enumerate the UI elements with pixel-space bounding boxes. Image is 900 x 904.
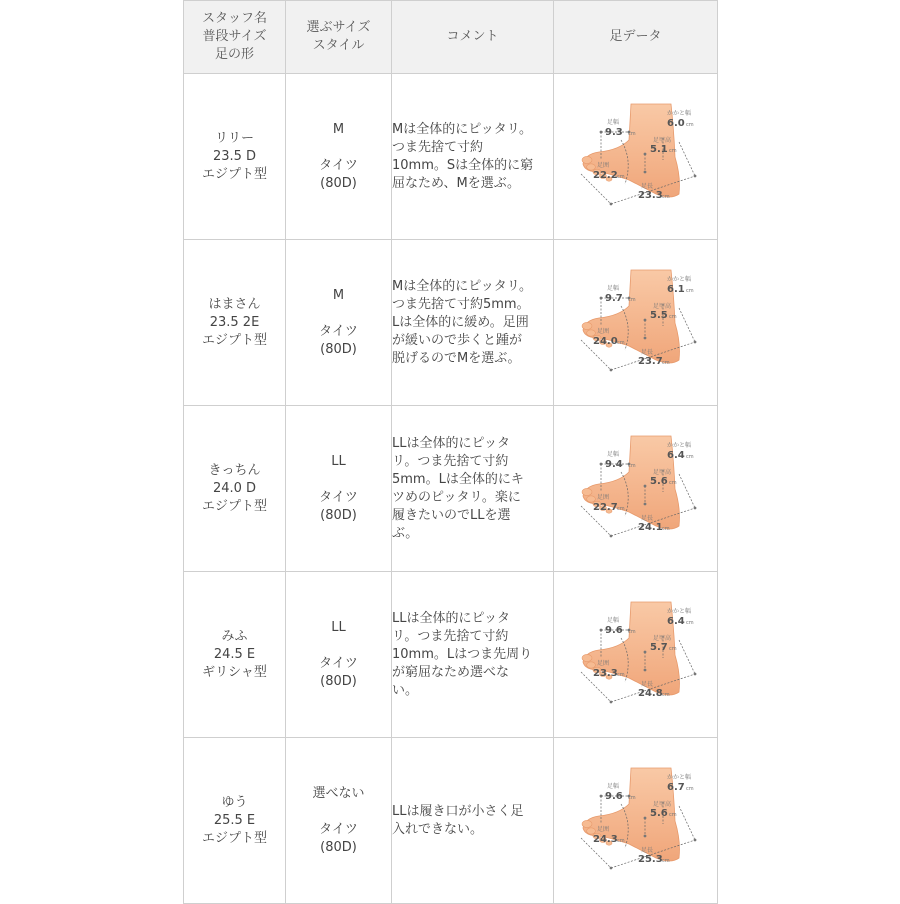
instep-value: 5.6 [649,475,668,487]
foot-width-unit: cm [627,628,636,635]
instep-unit: cm [668,479,677,486]
foot-data-cell [554,406,718,572]
instep-unit: cm [668,313,677,320]
instep-unit: cm [668,147,677,154]
instep-unit: cm [668,811,677,818]
comment-line: LLは全体的にピッタ [392,435,510,451]
style-denier: (80D) [320,673,357,689]
foot-diagram [571,600,701,710]
comment-line: ぶ。 [392,525,419,541]
style-denier: (80D) [320,341,357,357]
comment-line: が窮屈なため選べな [392,664,510,680]
size-cell [286,572,392,738]
toe-icon [582,322,592,329]
foot-width-unit: cm [627,794,636,801]
usual-size: 24.5 E [213,646,256,662]
staff-name: リリー [214,130,254,146]
header-staff [184,1,286,74]
header-foot: 足データ [554,1,718,74]
girth-value: 24.0 [592,335,618,347]
comment-line: い。 [392,682,419,698]
toe-icon [582,156,592,163]
heel-width-value: 6.0 [666,117,685,129]
size-cell [286,74,392,240]
heel-width-label: かかと幅 [666,607,691,615]
header-size [286,1,392,74]
length-unit: cm [661,359,670,366]
comment-cell [392,406,554,572]
chosen-size: M [332,287,345,303]
staff-cell [184,74,286,240]
heel-width-label: かかと幅 [666,773,691,781]
foot-diagram [571,766,701,876]
heel-width-unit: cm [685,287,694,294]
foot-shape: ギリシャ型 [202,664,267,680]
comment-line: が緩いので歩くと踵が [392,332,523,348]
style-denier: (80D) [320,839,357,855]
comment-line: つま先捨て寸約5mm。 [392,296,530,312]
foot-data-cell [554,572,718,738]
heel-width-value: 6.7 [666,781,685,793]
style-type: タイツ [319,323,358,339]
foot-width-unit: cm [627,130,636,137]
usual-size: 25.5 E [213,812,256,828]
heel-width-label: かかと幅 [666,275,691,283]
header-size-line: 選ぶサイズ [306,20,371,35]
staff-row [184,406,718,572]
girth-unit: cm [616,505,625,512]
instep-value: 5.1 [649,143,668,155]
size-cell [286,738,392,904]
size-cell [286,240,392,406]
length-label: 足長 [640,680,653,688]
toe-icon [582,820,592,827]
header-row [184,1,718,74]
staff-name: はまさん [208,296,261,312]
staff-row [184,74,718,240]
length-value: 24.1 [637,521,663,533]
girth-value: 22.7 [592,501,618,513]
comment-cell [392,572,554,738]
instep-label: 足甲高 [652,136,671,144]
foot-data-cell [554,240,718,406]
girth-label: 足囲 [596,493,609,501]
length-value: 23.7 [637,355,663,367]
style-denier: (80D) [320,175,357,191]
staff-name: みふ [221,628,248,644]
foot-width-value: 9.7 [604,292,623,304]
girth-value: 22.2 [592,169,618,181]
comment-line: 脱げるのでMを選ぶ。 [392,350,521,366]
length-value: 24.8 [637,687,663,699]
style-type: タイツ [319,655,358,671]
comment-line: 10mm。Sは全体的に窮 [392,157,534,173]
heel-width-unit: cm [685,121,694,128]
chosen-size: M [332,121,345,137]
foot-width-unit: cm [627,296,636,303]
comment-cell [392,738,554,904]
fitting-table [183,0,718,904]
heel-width-value: 6.4 [666,449,685,461]
foot-width-value: 9.6 [604,790,623,802]
comment-line: つま先捨て寸約 [392,139,484,155]
girth-label: 足囲 [596,161,609,169]
girth-label: 足囲 [596,659,609,667]
usual-size: 23.5 D [212,148,257,164]
girth-unit: cm [616,837,625,844]
instep-label: 足甲高 [652,634,671,642]
staff-cell [184,406,286,572]
comment-line: ツめのピッタリ。楽に [392,489,521,505]
instep-value: 5.5 [649,309,668,321]
heel-width-value: 6.1 [666,283,685,295]
staff-cell [184,738,286,904]
foot-diagram [571,268,701,378]
chosen-size: LL [331,619,346,635]
usual-size: 23.5 2E [209,314,260,330]
foot-diagram [571,102,701,212]
length-label: 足長 [640,846,653,854]
chosen-size: LL [331,453,346,469]
foot-width-value: 9.6 [604,624,623,636]
foot-diagram [571,434,701,544]
toe-icon [582,488,592,495]
comment-line: リ。つま先捨て寸約 [392,628,509,644]
style-type: タイツ [319,821,358,837]
comment-line: Mは全体的にピッタリ。 [392,278,533,294]
foot-width-label: 足幅 [606,450,619,458]
comment-line: LLは履き口が小さく足 [392,803,524,819]
comment-line: LLは全体的にピッタ [392,610,510,626]
foot-width-label: 足幅 [606,118,619,126]
length-label: 足長 [640,348,653,356]
foot-shape: エジプト型 [201,830,267,846]
foot-width-label: 足幅 [606,782,619,790]
girth-label: 足囲 [596,825,609,833]
heel-width-unit: cm [685,785,694,792]
length-label: 足長 [640,182,653,190]
heel-width-unit: cm [685,619,694,626]
comment-line: 10mm。Lはつま先周り [392,646,533,662]
comment-line: 屈なため、Mを選ぶ。 [392,175,520,191]
length-value: 23.3 [637,189,663,201]
instep-value: 5.7 [649,641,668,653]
usual-size: 24.0 D [212,480,257,496]
heel-width-unit: cm [685,453,694,460]
staff-row [184,572,718,738]
length-unit: cm [661,691,670,698]
girth-unit: cm [616,671,625,678]
instep-label: 足甲高 [652,800,671,808]
header-staff-line: スタッフ名 [201,11,267,26]
comment-line: Lは全体的に緩め。足囲 [392,314,529,330]
foot-width-value: 9.3 [604,126,623,138]
length-value: 25.3 [637,853,663,865]
staff-cell [184,572,286,738]
staff-name: きっちん [208,462,261,478]
staff-row [184,738,718,904]
header-staff-line: 普段サイズ [202,29,267,44]
length-unit: cm [661,525,670,532]
girth-value: 24.3 [592,833,618,845]
instep-value: 5.6 [649,807,668,819]
size-cell [286,406,392,572]
girth-value: 23.3 [592,667,618,679]
header-size-line: スタイル [312,38,365,53]
chosen-size: 選べない [312,785,365,801]
staff-name: ゆう [221,794,248,810]
header-comment: コメント [392,1,554,74]
comment-cell [392,74,554,240]
toe-icon [582,654,592,661]
style-denier: (80D) [320,507,357,523]
length-label: 足長 [640,514,653,522]
length-unit: cm [661,857,670,864]
foot-width-value: 9.4 [604,458,623,470]
instep-label: 足甲高 [652,468,671,476]
instep-label: 足甲高 [652,302,671,310]
style-type: タイツ [319,489,358,505]
comment-line: 入れできない。 [392,821,484,837]
comment-line: 5mm。Lは全体的にキ [392,471,524,487]
comment-line: 履きたいのでLLを選 [392,507,511,523]
foot-width-label: 足幅 [606,284,619,292]
style-type: タイツ [319,157,358,173]
comment-line: リ。つま先捨て寸約 [392,453,509,469]
comment-line: Mは全体的にピッタリ。 [392,121,533,137]
staff-row [184,240,718,406]
comment-cell [392,240,554,406]
foot-width-unit: cm [627,462,636,469]
girth-unit: cm [616,173,625,180]
foot-shape: エジプト型 [201,332,267,348]
girth-label: 足囲 [596,327,609,335]
foot-data-cell [554,74,718,240]
heel-width-label: かかと幅 [666,441,691,449]
length-unit: cm [661,193,670,200]
header-staff-line: 足の形 [214,47,254,62]
foot-shape: エジプト型 [201,166,267,182]
staff-cell [184,240,286,406]
foot-shape: エジプト型 [201,498,267,514]
instep-unit: cm [668,645,677,652]
foot-width-label: 足幅 [606,616,619,624]
heel-width-value: 6.4 [666,615,685,627]
foot-data-cell [554,738,718,904]
heel-width-label: かかと幅 [666,109,691,117]
girth-unit: cm [616,339,625,346]
